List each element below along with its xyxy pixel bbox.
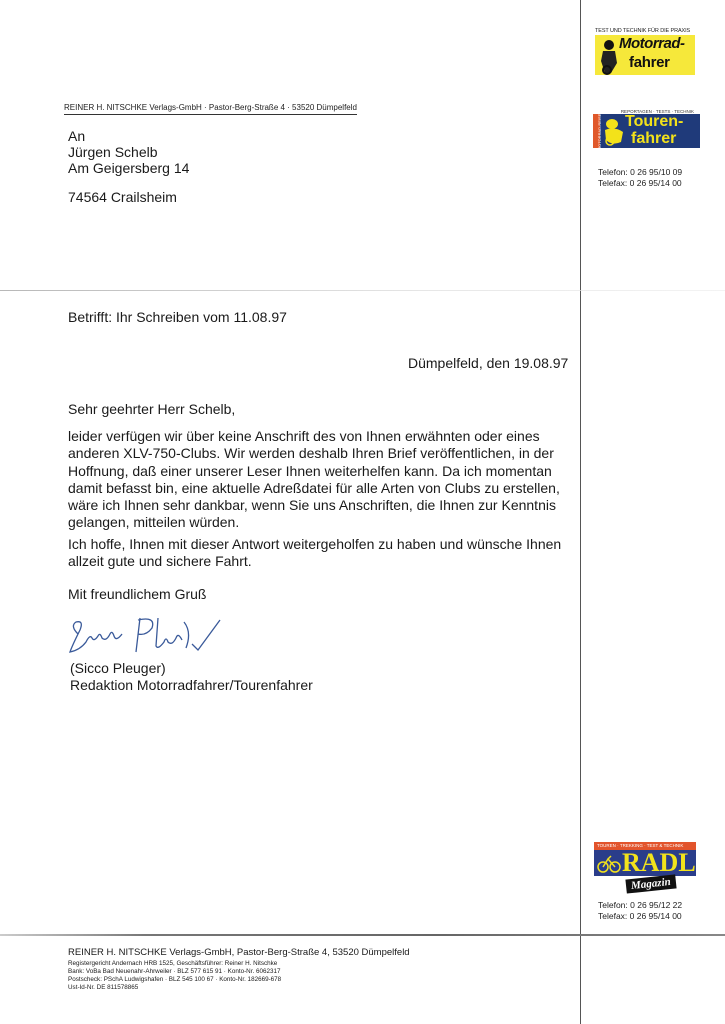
fax-number: Telefax: 0 26 95/14 00 [598, 911, 682, 921]
fold-mark [0, 290, 725, 291]
recipient-address [68, 128, 189, 205]
recipient-city: 74564 Crailsheim [68, 189, 177, 205]
recipient-street: Am Geigersberg 14 [68, 160, 190, 176]
bicycle-icon [597, 855, 621, 873]
signer-title: Redaktion Motorradfahrer/Tourenfahrer [70, 677, 313, 693]
body-paragraph: leider verfügen wir über keine Anschrift des von Ihnen erwähnten oder eines anderen XLV-750-Clubs. Wir werden deshalb Ihren Brief veröffentlichen, in der Hoffnung, daß einer unserer Leser Ihnen weiterhelfen kann. Da ich momentan damit befasst bin, eine aktuelle Adreßdatei für alle Arten von Clubs zu erstellen, wäre ich Ihnen sehr dankbar, wenn Sie uns Anschriften, die Ihnen zur Kenntnis gelangen, mitteilen würden. [68, 428, 560, 531]
footer [68, 947, 410, 992]
footer-line: Postscheck: PSchA Ludwigshafen · BLZ 545 100 67 · Konto-Nr. 182669-678 [68, 976, 282, 983]
recipient-prefix: An [68, 128, 86, 144]
recipient-name: Jürgen Schelb [68, 144, 158, 160]
contact-block-top [598, 167, 682, 189]
contact-block-bottom [598, 900, 682, 922]
logo-word-2: Magazin [625, 874, 676, 893]
fax-number: Telefax: 0 26 95/14 00 [598, 178, 682, 188]
logo-word-2: fahrer [629, 54, 670, 71]
logo-tagline: REPORTAGEN · TESTS · TECHNIK [620, 109, 694, 114]
phone-number: Telefon: 0 26 95/12 22 [598, 900, 683, 910]
tourenfahrer-logo [593, 109, 700, 151]
logo-tagline: TOUREN · TREKKING · TEST & TECHNIK [594, 842, 696, 850]
footer-rule [0, 934, 725, 936]
body-paragraph: Ich hoffe, Ihnen mit dieser Antwort weitergeholfen zu haben und wünsche Ihnen allzeit gute und sichere Fahrt. [68, 536, 562, 570]
signature-block [70, 660, 313, 694]
closing: Mit freundlichem Gruß [68, 586, 207, 602]
sender-return-line: REINER H. NITSCHKE Verlags-GmbH · Pastor-Berg-Straße 4 · 53520 Dümpelfeld [64, 103, 357, 115]
footer-company: REINER H. NITSCHKE Verlags-GmbH, Pastor-Berg-Straße 4, 53520 Dümpelfeld [68, 947, 410, 958]
signer-name: (Sicco Pleuger) [70, 660, 166, 676]
footer-line: Registergericht Andernach HRB 1525, Geschäftsführer: Reiner H. Nitschke [68, 960, 278, 967]
logo-tagline: TEST UND TECHNIK FÜR DIE PRAXIS [595, 28, 691, 34]
footer-line: Ust-Id-Nr. DE 811578865 [68, 984, 139, 991]
date-line: Dümpelfeld, den 19.08.97 [408, 355, 569, 371]
footer-line: Bank: VoBa Bad Neuenahr-Ahrweiler · BLZ 577 615 91 · Konto-Nr. 6062317 [68, 968, 281, 975]
radl-magazin-logo [594, 842, 696, 893]
motorcycle-rider-icon [597, 39, 621, 75]
phone-number: Telefon: 0 26 95/10 09 [598, 167, 683, 177]
motorradfahrer-logo [595, 28, 695, 75]
motorcycle-rider-icon [602, 118, 626, 146]
logo-word-2: fahrer [631, 130, 677, 147]
logo-word-1: Motorrad- [619, 35, 685, 52]
logo-word-1: Touren- [625, 113, 684, 130]
handwritten-signature [66, 612, 256, 662]
subject-line: Betrifft: Ihr Schreiben vom 11.08.97 [68, 309, 287, 325]
logo-word-1: RADL [622, 848, 696, 877]
logo-side-text: MOTORRAD-REISEN [597, 110, 603, 151]
salutation: Sehr geehrter Herr Schelb, [68, 401, 236, 417]
